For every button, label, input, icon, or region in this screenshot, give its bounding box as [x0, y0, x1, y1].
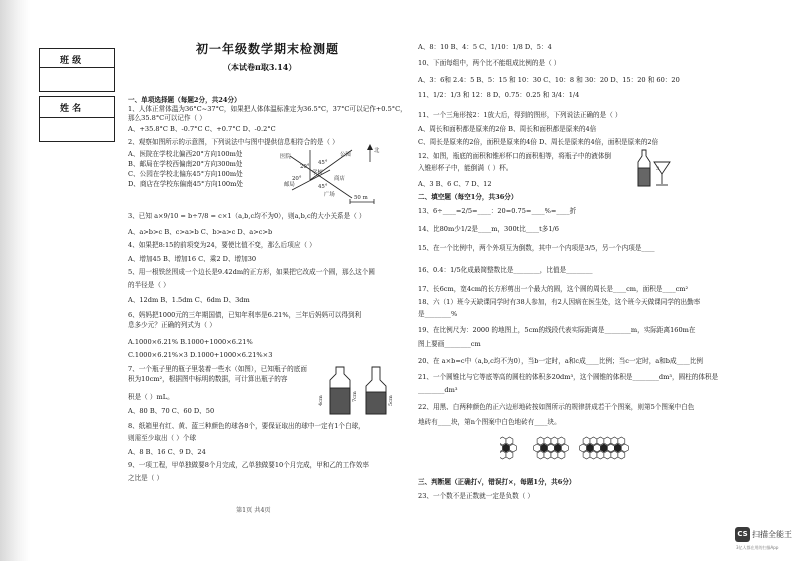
left-line: 9、一项工程，甲单独做要8个月完成，乙单独做要10个月完成，甲和乙的工作效率 [128, 461, 369, 469]
map-square: 广场 [324, 192, 335, 198]
hex-white [500, 437, 506, 445]
map-shop: 商店 [334, 176, 345, 182]
left-line: A、8 B、16 C、9 D、24 [128, 448, 206, 456]
map-angle-b: 45° [318, 160, 328, 166]
left-line: 3、已知 a×9/10 = b÷7/8 = c×1（a,b,c均不为0），则a,b,c的大小关系是（ ） [128, 212, 366, 220]
right-line: 13、6÷____=2/5=____：20=0.75=____%=____折 [418, 207, 577, 215]
left-line: A.1000×6.21% B.1000+1000×6.21% [128, 338, 253, 346]
left-line: 的半径是（ ） [128, 281, 170, 289]
hex-white [580, 444, 587, 452]
left-line: A、+35.8°C B、-0.7°C C、+0.7°C D、-0.2°C [128, 125, 276, 133]
map-park: 公园 [340, 152, 351, 158]
map-post-office: 邮局 [284, 182, 295, 188]
left-line: 则需至少取出（ ）个球 [128, 434, 197, 442]
hex-white [604, 437, 611, 445]
map-scale-label: 50 m [354, 195, 368, 201]
hexagon-patterns [500, 436, 660, 460]
left-line: 之比是（ ） [128, 474, 164, 482]
left-line: C.1000×6.21%×3 D.1000+1000×6.21%×3 [128, 351, 273, 359]
hex-white [590, 437, 597, 445]
hex-black [503, 444, 510, 452]
hex-black [541, 444, 548, 452]
right-line: 21、一个圆锥比与它等底等高的圆柱的体积多20dm³，这个圆锥的体积是________dm³，圆柱的体积是 [418, 373, 719, 381]
scanner-tagline: 3亿人都在用的扫描App [736, 545, 779, 550]
name-divider [40, 117, 114, 118]
left-line: 6、妈妈把1000元的三年期国债，已知年利率是6.21%，三年后妈妈可以得到利 [128, 311, 362, 319]
right-line: 14、比80m少1/2是____m，300t比____t多1/6 [418, 225, 559, 233]
bottle-h2: 7cm [352, 391, 358, 402]
hex-white [537, 437, 544, 445]
right-line: 是________% [418, 310, 458, 318]
hex-white [618, 437, 625, 445]
map-angle-a: 20° [300, 164, 310, 170]
hex-white [551, 451, 558, 459]
right-line: 22、用黑、白两种颜色的正六边形地砖按如图所示的规律拼成若干个图案，则第5个图案中白色 [418, 403, 695, 411]
hex-white [558, 451, 565, 459]
bottle-h3: 5cm [388, 395, 394, 406]
hex-white [510, 444, 517, 452]
hex-white [500, 451, 506, 459]
right-line: C、周长是原来的2倍，面积是原来的4倍 D、周长是原来的4倍，面积是原来的2倍 [418, 138, 659, 146]
right-line: 17、长6cm，宽4cm的长方形剪出一个最大的圆，这个圆的周长是____cm，面积是____cm² [418, 285, 689, 293]
right-line: 12、如图，瓶底的面积和锥形杯口的面积相等，将瓶子中的液体倒 [418, 152, 612, 160]
right-line: A、3：6和 2.4：5 B、5：15 和 10：30 C、10：8 和 30：20 D、15：20 和 60：20 [418, 76, 680, 84]
glass-figure [634, 148, 672, 188]
hex-white [583, 451, 590, 459]
left-line: B、邮局在学校西偏南20°方向300m处 [128, 160, 243, 168]
hex-white [621, 444, 628, 452]
glass-label: 3 [656, 166, 660, 172]
right-line: A、3 B、6 C、7 D、12 [418, 180, 492, 188]
class-label: 班 级 [60, 56, 82, 66]
hex-white [618, 451, 625, 459]
compass-map-figure [270, 144, 390, 210]
right-line: 图上要画________cm [418, 340, 481, 348]
hex-white [597, 437, 604, 445]
right-line: A、8：10 B、4：5 C、1/10：1/8 D、5：4 [418, 43, 552, 51]
map-angle-d: 45° [318, 184, 328, 190]
left-line: A、增加45 B、增加16 C、乘2 D、增加30 [128, 255, 257, 263]
hex-black [601, 444, 608, 452]
right-line: 三、判断题（正确打√，错误打×，每题1分，共6分） [418, 478, 576, 486]
left-line: A、a>b>c B、c>a>b C、b>a>c D、a>c>b [128, 228, 273, 236]
left-line: 4、如果把8:15的前项变为24，要使比值不变，那么后项应（ ） [128, 241, 316, 249]
left-line: 一、单项选择题（每题2分，共24分） [128, 96, 241, 104]
scanner-logo: CS [735, 527, 750, 542]
hex-black [614, 444, 621, 452]
left-line: 那么35.8°C可以记作（ ） [128, 114, 206, 122]
left-line: 积是（ ）mL。 [128, 393, 174, 401]
hex-white [544, 451, 551, 459]
left-line: 7、一个瓶子里的瓶子里装着一些水（如图），已知瓶子的底面 [128, 365, 307, 373]
hex-white [594, 444, 601, 452]
right-line: ________dm³ [418, 386, 458, 394]
hex-white [544, 437, 551, 445]
hex-white [611, 437, 618, 445]
bottle-right-water [366, 392, 386, 414]
hex-white [548, 444, 555, 452]
left-line: A、80 B、70 C、60 D、50 [128, 407, 215, 415]
hex-black [555, 444, 562, 452]
exam-subtitle: （本试卷π取3.14） [223, 62, 297, 72]
hex-white [537, 451, 544, 459]
left-line: 息多少元？正确的列式为（ ） [128, 321, 216, 329]
right-line: A、周长和面积都是原来的2倍 B、周长和面积都是原来的4倍 [418, 125, 597, 133]
hex-white [604, 451, 611, 459]
name-label: 姓 名 [60, 104, 82, 114]
hex-white [551, 437, 558, 445]
hex-black [587, 444, 594, 452]
right-line: 18、六（1）班今天缺课同学时有38人参加，有2人因病在医生处，这个班今天做课同学的出勤率 [418, 298, 701, 306]
right-line: 15、在一个比例中，两个外项互为倒数，其中一个内项是3/5，另一个内项是____ [418, 244, 655, 252]
hex-white [583, 437, 590, 445]
hex-white [611, 451, 618, 459]
right-line: 16、0.4：1/5化成最简整数比是________，比值是________ [418, 266, 593, 274]
hex-white [500, 444, 503, 452]
right-line: 23、一个数不是正数就一定是负数（ ） [418, 492, 534, 500]
north-arrow-head [367, 144, 373, 150]
right-line: 地砖有____块，第n个图案中白色地砖有____块。 [418, 418, 561, 426]
map-school: 学校 [312, 170, 323, 176]
hex-white [597, 451, 604, 459]
right-line: 10、下面每组中，两个比不能组成比例的是（ ） [418, 59, 561, 67]
bottle-h1: 4cm [318, 395, 324, 406]
scanner-name: 扫描全能王 [752, 530, 792, 539]
right-line: 二、填空题（每空1分，共36分） [418, 193, 518, 201]
name-box [39, 96, 115, 142]
class-divider [40, 67, 114, 68]
right-line: 11、一个三角形按2：1放大后，得到的图形，下列说法正确的是（ ） [418, 111, 622, 119]
left-line: D、商店在学校东偏南45°方向100m处 [128, 180, 243, 188]
right-line: 19、在比例尺为：2000 的地图上，5cm的线段代表实际距离是________m，实际距离160m在 [418, 326, 696, 334]
bottle-left-water [330, 388, 350, 414]
left-line: 5、用一根铁丝围成一个边长是9.42dm的正方形，如果把它改成一个圆，那么这个圆 [128, 268, 375, 276]
hex-white [558, 437, 565, 445]
left-line: 8、纸箱里有红、黄、蓝三种颜色的球各8个，要保证取出的球中一定有1个白球， [128, 422, 365, 430]
left-line: C、公园在学校北偏东45°方向100m处 [128, 170, 243, 178]
left-line: 1、人体正常体温为36°C~37°C，如果把人体体温标准定为36.5°C，37°C可以记作+0.5°C， [128, 105, 407, 113]
hex-white [506, 437, 513, 445]
hex-white [561, 444, 568, 452]
bottle-liquid [638, 168, 650, 186]
left-line: A、医院在学校北偏西20°方向100m处 [128, 150, 243, 158]
page-number: 第1页 共4页 [236, 507, 271, 514]
scan-shadow-left [0, 0, 30, 561]
left-line: A、12dm B、1.5dm C、6dm D、3dm [128, 296, 250, 304]
right-line: 11、1/2：1/3 和 12：8 D、0.75：0.25 和 3/4：1/4 [418, 91, 580, 99]
map-north: 北 [374, 148, 380, 154]
bottle-figure [318, 364, 396, 416]
hex-white [590, 451, 597, 459]
hex-white [534, 444, 541, 452]
class-box [39, 48, 115, 92]
exam-title: 初一年级数学期末检测题 [196, 42, 340, 56]
map-angle-c: 20° [292, 176, 302, 182]
hex-white [506, 451, 513, 459]
right-line: 入锥形杯子中，能倒满（ ）杯。 [418, 164, 513, 172]
hex-white [607, 444, 614, 452]
map-hospital: 医院 [280, 154, 291, 160]
left-line: 积为10cm²，根据图中标明的数据，可计算出瓶子的容 [128, 375, 288, 383]
left-line: 2、观察如图所示的示意图，下列说法中与图中提供信息相符合的是（ ） [128, 138, 339, 146]
right-line: 20、在 a×b=c中（a,b,c均不为0），当b一定时，a和c成____比例；当c一定时，a和b成____比例 [418, 357, 704, 365]
